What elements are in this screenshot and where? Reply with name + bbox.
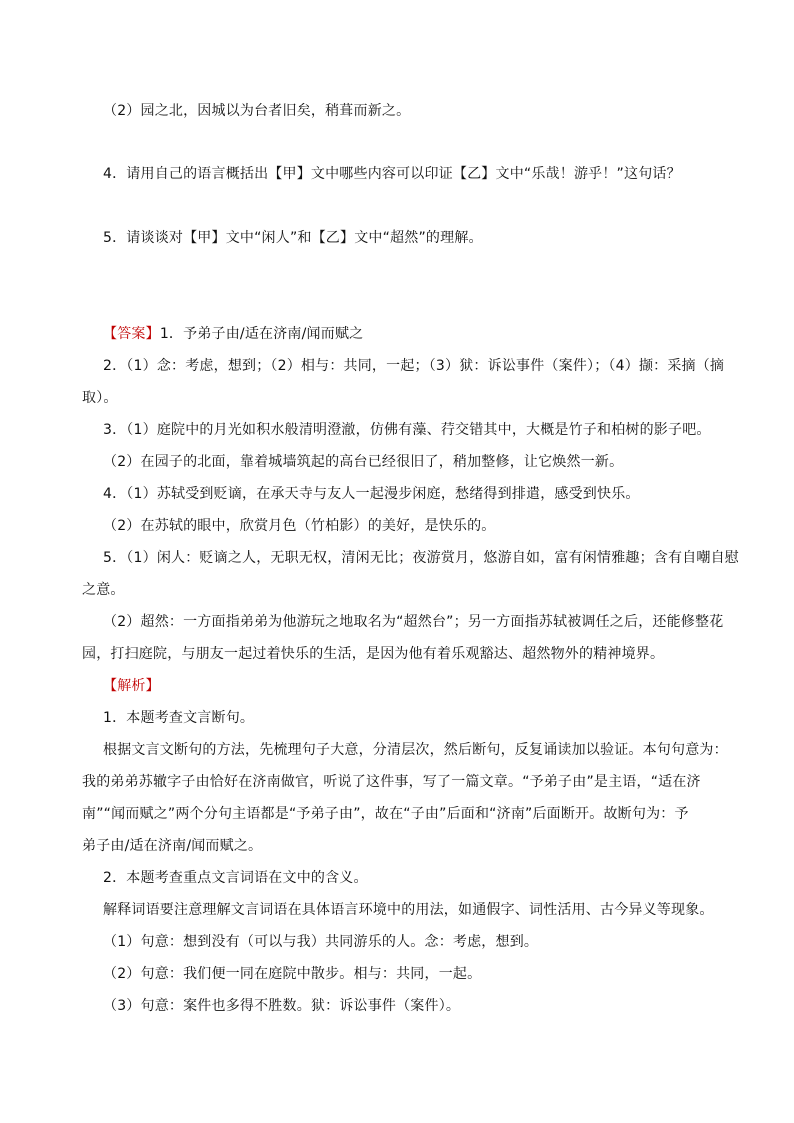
question-3-2: （2）园之北，因城以为台者旧矣，稍葺而新之。 — [103, 103, 411, 119]
answer-4-2: （2）在苏轼的眼中，欣赏月色（竹柏影）的美好，是快乐的。 — [103, 518, 496, 534]
analysis-1-line-1: 根据文言文断句的方法，先梳理句子大意，分清层次，然后断句，反复诵读加以验证。本句句意为： — [103, 742, 728, 758]
analysis-2-item-3: （3）句意：案件也多得不胜数。狱：诉讼事件（案件）。 — [103, 998, 461, 1014]
question-5: 5．请谈谈对【甲】文中“闲人”和【乙】文中“超然”的理解。 — [103, 230, 483, 246]
answer-3-1: 3．（1）庭院中的月光如积水般清明澄澈，仿佛有藻、荇交错其中，大概是竹子和柏树的影子吧。 — [103, 422, 711, 438]
analysis-2-line-1: 解释词语要注意理解文言词语在具体语言环境中的用法，如通假字、词性活用、古今异义等现象。 — [103, 902, 714, 918]
analysis-2-item-2: （2）句意：我们便一同在庭院中散步。相与：共同，一起。 — [103, 966, 482, 982]
analysis-2-title: 2．本题考查重点文言词语在文中的含义。 — [103, 870, 368, 886]
answer-2-line-2: 取）。 — [82, 390, 118, 406]
analysis-1-line-2: 我的弟弟苏辙字子由恰好在济南做官，听说了这件事，写了一篇文章。“予弟子由”是主语，“适在济 — [82, 774, 701, 790]
answer-4-1: 4．（1）苏轼受到贬谪，在承天寺与友人一起漫步闲庭，愁绪得到排遣，感受到快乐。 — [103, 486, 640, 502]
question-4: 4．请用自己的语言概括出【甲】文中哪些内容可以印证【乙】文中“乐哉！游乎！”这句话？ — [103, 166, 681, 182]
answer-5-1-line-1: 5．（1）闲人：贬谪之人，无职无权，清闲无比；夜游赏月，悠游自如，富有闲情雅趣；含有自嘲自慰 — [103, 550, 740, 566]
analysis-1-line-3: 南”“闻而赋之”两个分句主语都是“予弟子由”，故在“子由”后面和“济南”后面断开。故断句为：予 — [82, 806, 689, 822]
analysis-tag: 【解析】 — [103, 678, 160, 694]
answer-5-2-line-2: 园，打扫庭院，与朋友一起过着快乐的生活，是因为他有着乐观豁达、超然物外的精神境界。 — [82, 646, 665, 662]
analysis-1-line-4: 弟子由/适在济南/闻而赋之。 — [82, 838, 263, 854]
analysis-2-item-1: （1）句意：想到没有（可以与我）共同游乐的人。念：考虑，想到。 — [103, 934, 539, 950]
answer-1-text: 1．予弟子由/适在济南/闻而赋之 — [159, 326, 364, 342]
answer-5-2-line-1: （2）超然：一方面指弟弟为他游玩之地取名为“超然台”；另一方面指苏轼被调任之后，还能修整花 — [103, 614, 724, 630]
answer-2-line-1: 2．（1）念：考虑，想到；（2）相与：共同，一起；（3）狱：诉讼事件（案件）；（4）撷：采摘（摘 — [103, 358, 725, 374]
analysis-1-title: 1．本题考查文言断句。 — [103, 710, 255, 726]
answer-3-2: （2）在园子的北面，靠着城墙筑起的高台已经很旧了，稍加整修，让它焕然一新。 — [103, 454, 624, 470]
answer-1 — [103, 324, 363, 344]
answer-5-1-line-2: 之意。 — [82, 582, 125, 598]
answer-tag: 【答案】 — [103, 326, 160, 342]
